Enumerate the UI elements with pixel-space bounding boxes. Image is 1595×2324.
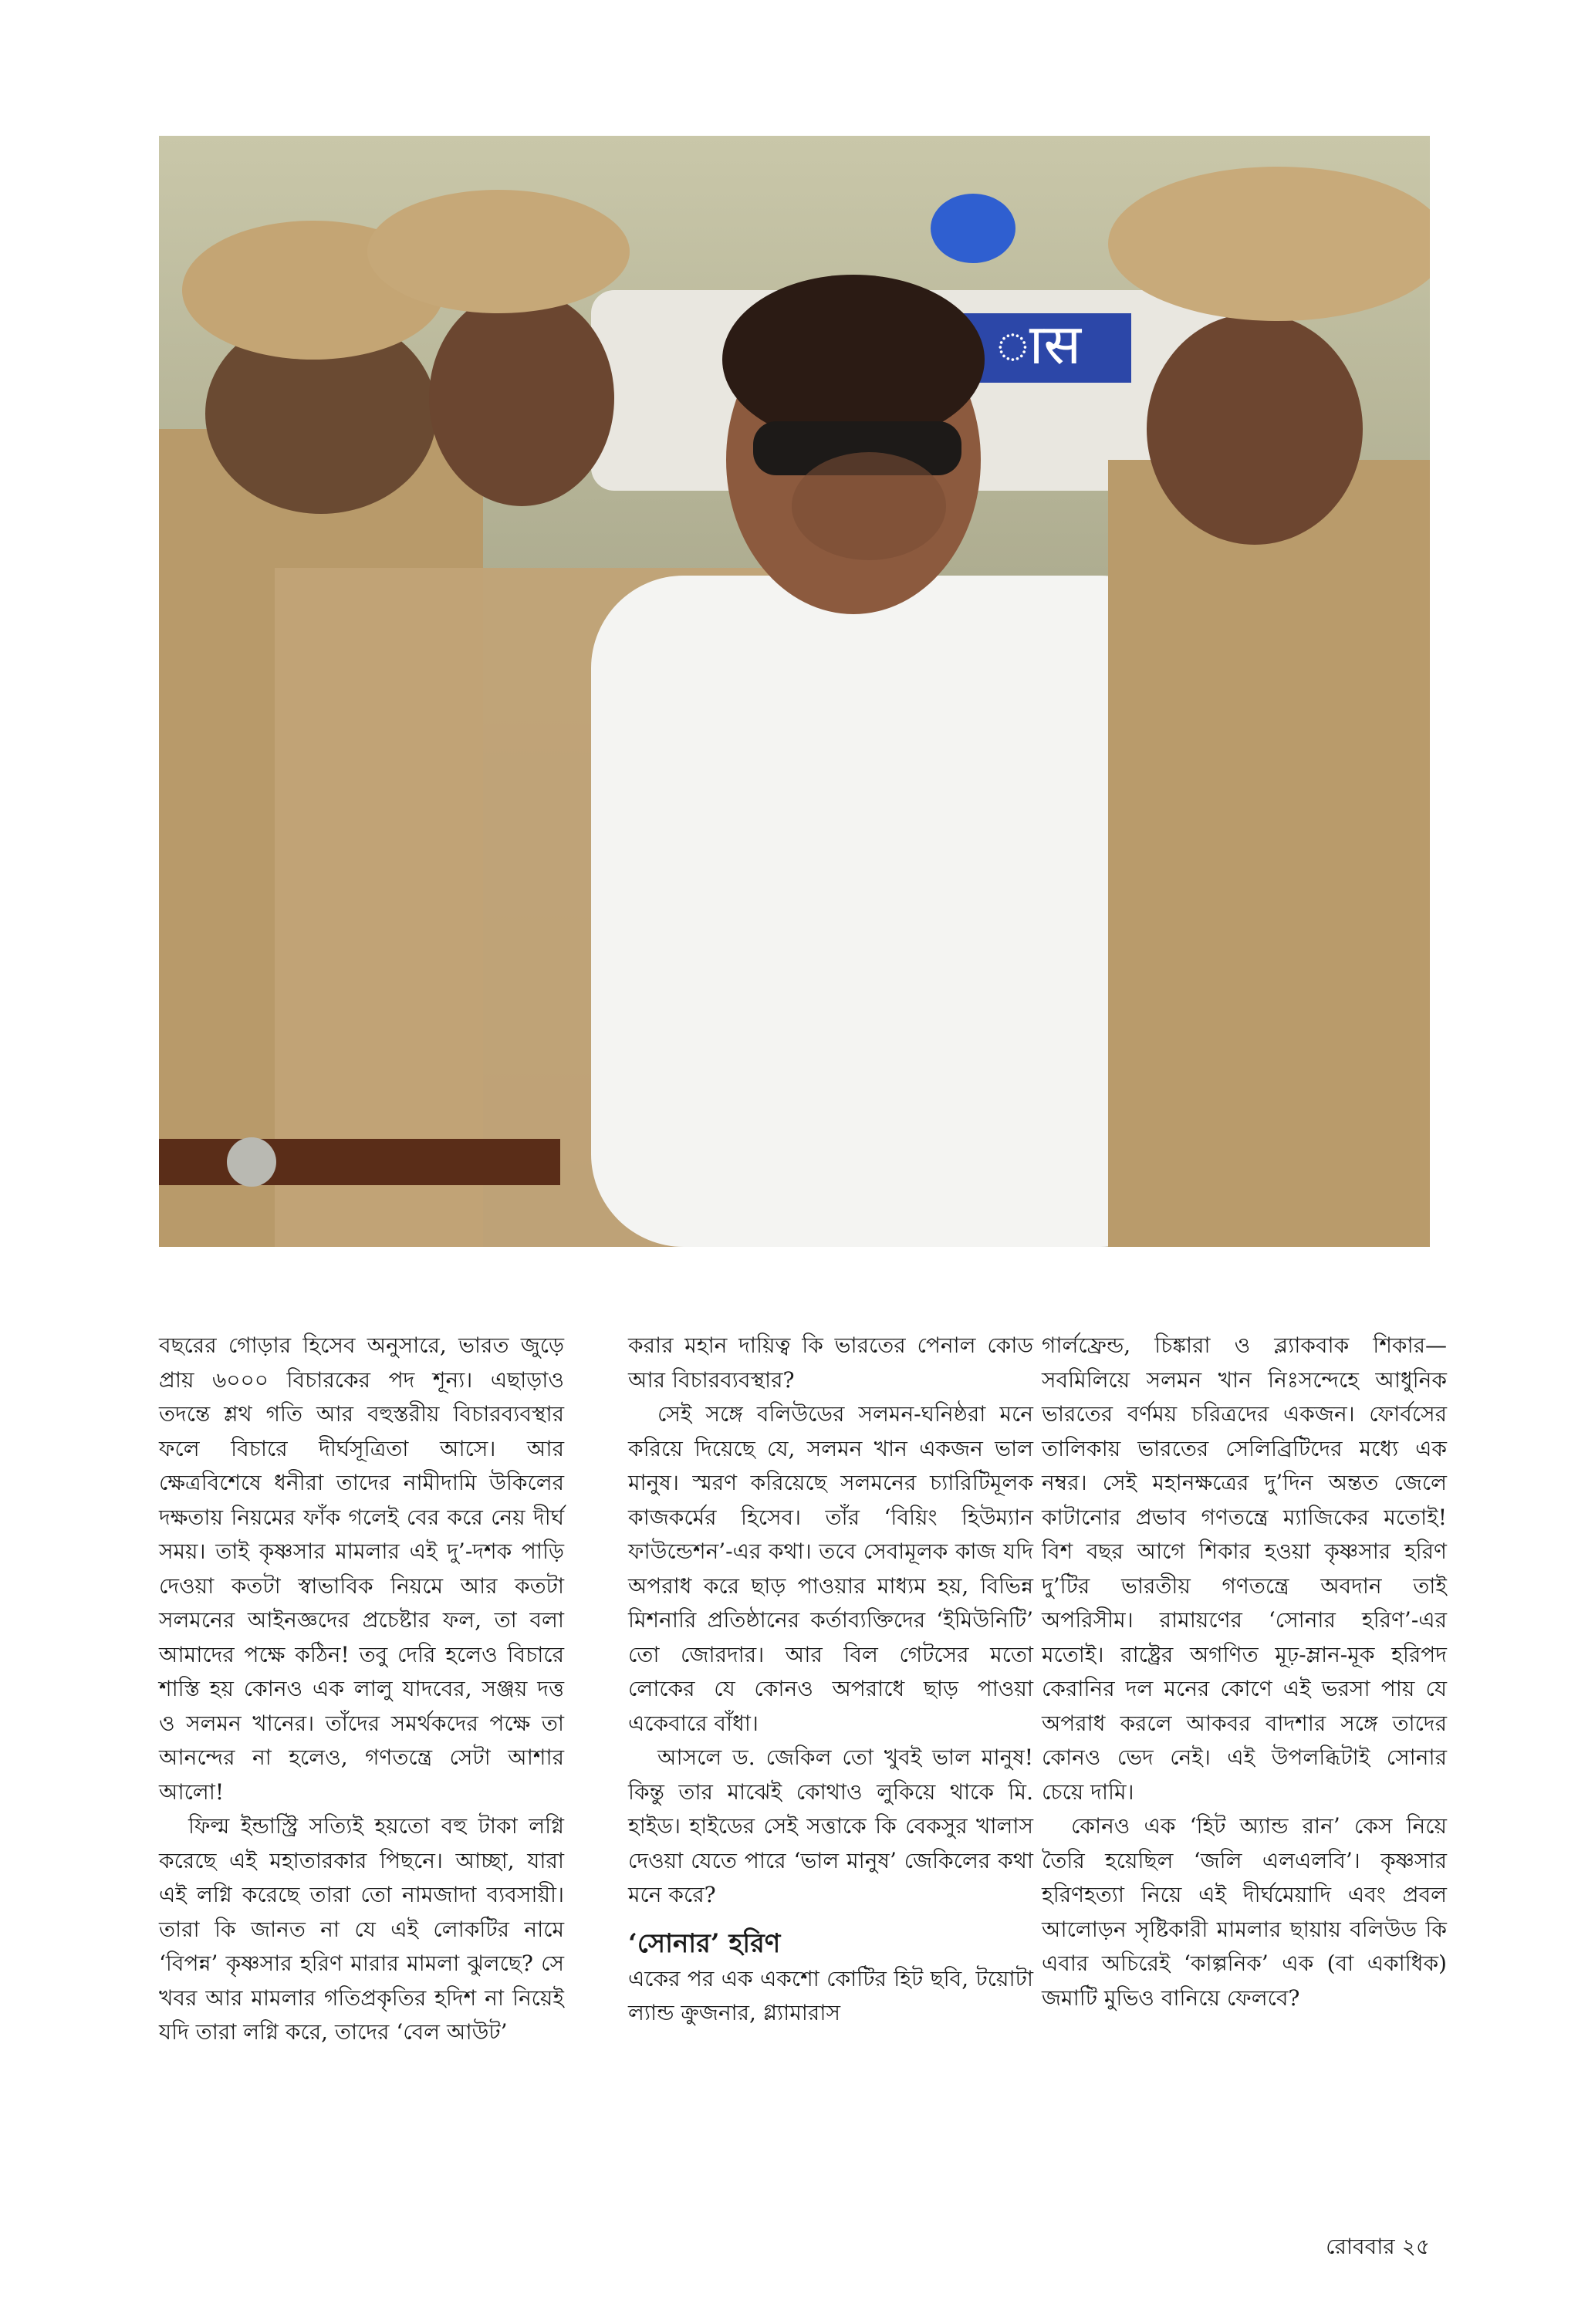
article-photo [159, 136, 1430, 1247]
paragraph: গার্লফ্রেন্ড, চিঙ্কারা ও ব্ল্যাকবাক শিকার— সবমিলিয়ে সলমন খান নিঃসন্দেহে আধুনিক ভারতের বর্ণময় চরিত্রদের একজন। ফোর্বসের তালিকায় ভারতের সেলিব্রিটিদের মধ্যে এক নম্বর। সেই মহানক্ষত্রের দু’দিন অন্তত জেলে কাটানোর প্রভাব গণতন্ত্রে ম্যাজিকের মতোই! বিশ বছর আগে শিকার হওয়া কৃষ্ণসার হরিণ দু’টির ভারতীয় গণতন্ত্রে অবদান তাই অপরিসীম। রামায়ণের ‘সোনার হরিণ’-এর মতোই। রাষ্ট্রের অগণিত মূঢ়-ম্লান-মূক হরিপদ কেরানির দল মনের কোণে এই ভরসা পায় যে অপরাধ করলে আকবর বাদশার সঙ্গে তাদের কোনও ভেদ নেই। এই উপলব্ধিটাই সোনার চেয়ে দামি। [1042, 1333, 1447, 1805]
paragraph: কোনও এক ‘হিট অ্যান্ড রান’ কেস নিয়ে তৈরি হয়েছিল ‘জলি এলএলবি’। কৃষ্ণসার হরিণহত্যা নিয়ে এই দীর্ঘমেয়াদি এবং প্রবল আলোড়ন সৃষ্টিকারী মামলার ছায়ায় বলিউড কি এবার অচিরেই ‘কাল্পনিক’ এক (বা একাধিক) জমাটি মুভিও বানিয়ে ফেলবে? [1042, 1813, 1447, 2011]
article-column-1 [159, 1329, 564, 2050]
paragraph: করার মহান দায়িত্ব কি ভারতের পেনাল কোড আর বিচারব্যবস্থার? [628, 1333, 1033, 1393]
article-column-3 [1042, 1329, 1447, 2015]
paragraph: একের পর এক একশো কোটির হিট ছবি, টয়োটা ল্যান্ড ক্রুজনার, গ্ল্যামারাস [628, 1965, 1033, 2025]
paragraph: বছরের গোড়ার হিসেব অনুসারে, ভারত জুড়ে প্রায় ৬০০০ বিচারকের পদ শূন্য। এছাড়াও তদন্তে শ্লথ গতি আর বহুস্তরীয় বিচারব্যবস্থার ফলে বিচারে দীর্ঘসূত্রিতা আসে। আর ক্ষেত্রবিশেষে ধনীরা তাদের নামীদামি উকিলের দক্ষতায় নিয়মের ফাঁক গলেই বের করে নেয় দীর্ঘ সময়। তাই কৃষ্ণসার মামলার এই দু’-দশক পাড়ি দেওয়া কতটা স্বাভাবিক নিয়মে আর কতটা সলমনের আইনজ্ঞদের প্রচেষ্টার ফল, তা বলা আমাদের পক্ষে কঠিন! তবু দেরি হলেও বিচারে শাস্তি হয় কোনও এক লালু যাদবের, সঞ্জয় দত্ত ও সলমন খানের। তাঁদের সমর্থকদের পক্ষে তা আনন্দের না হলেও, গণতন্ত্রে সেটা আশার আলো! [159, 1333, 564, 1805]
article-column-2 [628, 1329, 1033, 2031]
paragraph: সেই সঙ্গে বলিউডের সলমন-ঘনিষ্ঠরা মনে করিয়ে দিয়েছে যে, সলমন খান একজন ভাল মানুষ। স্মরণ করিয়েছে সলমনের চ্যারিটিমূলক কাজকর্মের হিসেব। তাঁর ‘বিয়িং হিউম্যান ফাউন্ডেশন’-এর কথা। তবে সেবামূলক কাজ যদি অপরাধ করে ছাড় পাওয়ার মাধ্যম হয়, বিভিন্ন মিশনারি প্রতিষ্ঠানের কর্তাব্যক্তিদের ‘ইমিউনিটি’ তো জোরদার। আর বিল গেটসের মতো লোকের যে কোনও অপরাধে ছাড় পাওয়া একেবারে বাঁধা। [628, 1401, 1033, 1736]
paragraph: আসলে ড. জেকিল তো খুবই ভাল মানুষ! কিন্তু তার মাঝেই কোথাও লুকিয়ে থাকে মি. হাইড। হাইডের সেই সত্তাকে কি বেকসুর খালাস দেওয়া যেতে পারে ‘ভাল মানুষ’ জেকিলের কথা মনে করে? [628, 1745, 1033, 1907]
page-footer: রোববার ২৫ [1326, 2234, 1430, 2259]
section-subheading: ‘সোনার’ হরিণ [628, 1927, 781, 1959]
van-text: ास [995, 312, 1082, 377]
paragraph: ফিল্ম ইন্ডাস্ট্রি সত্যিই হয়তো বহু টাকা লগ্নি করেছে এই মহাতারকার পিছনে। আচ্ছা, যারা এই লগ্নি করেছে তারা তো নামজাদা ব্যবসায়ী। তারা কি জানত না যে এই লোকটির নামে ‘বিপন্ন’ কৃষ্ণসার হরিণ মারার মামলা ঝুলছে? সে খবর আর মামলার গতিপ্রকৃতির হদিশ না নিয়েই যদি তারা লগ্নি করে, তাদের ‘বেল আউট’ [159, 1813, 564, 2045]
photo-placeholder-icon [159, 136, 1430, 1247]
article-body [159, 1329, 1447, 2201]
